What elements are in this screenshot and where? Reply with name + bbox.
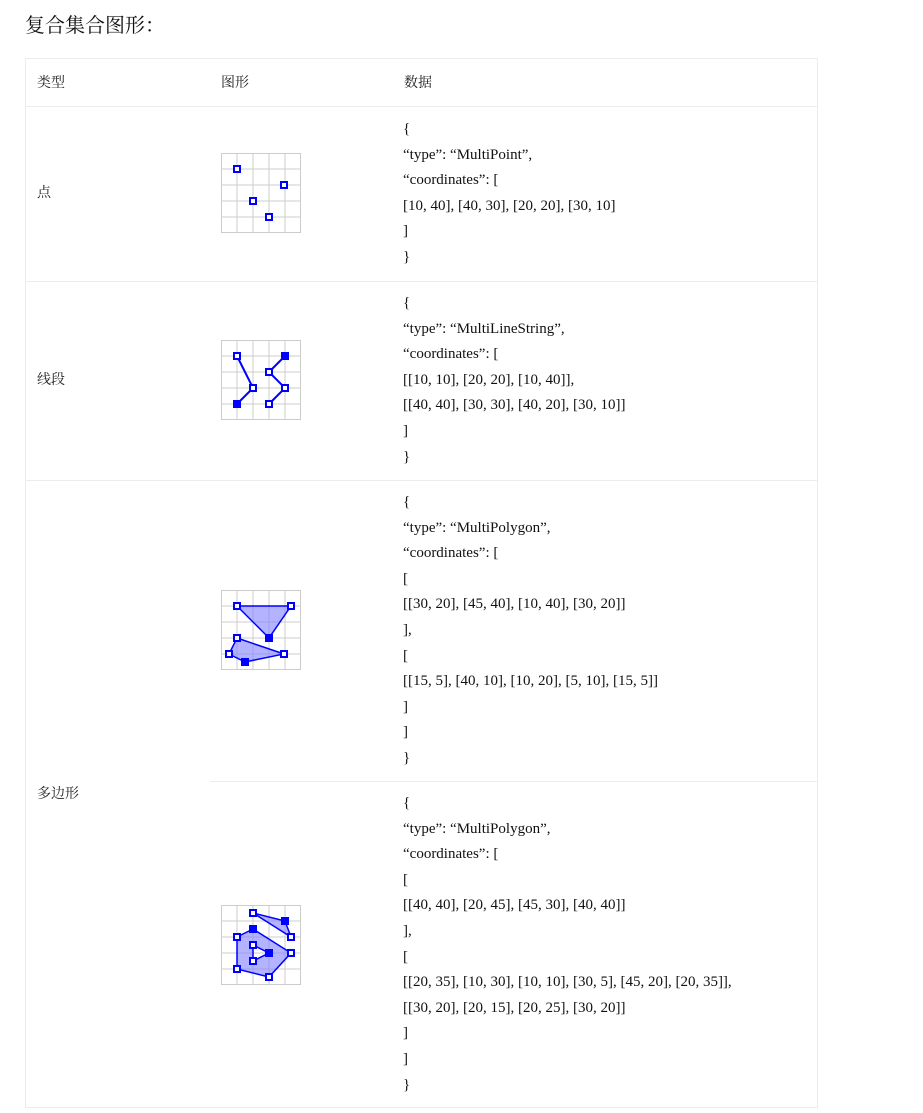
json-line: ] <box>403 698 408 715</box>
json-line: “type”: “MultiPolygon”, <box>403 519 551 536</box>
vertex-marker <box>250 942 256 948</box>
page-title: 复合集合图形： <box>25 13 165 37</box>
json-line: ] <box>403 1050 408 1067</box>
json-line: [[40, 40], [20, 45], [45, 30], [40, 40]] <box>403 897 626 914</box>
json-line: } <box>403 248 411 265</box>
line-string <box>237 356 253 404</box>
vertex-marker <box>282 385 288 391</box>
json-line: [[15, 5], [40, 10], [10, 20], [5, 10], [15, 5]] <box>403 673 658 690</box>
json-line: ] <box>403 422 408 439</box>
vertex-marker <box>266 369 272 375</box>
line-string <box>269 356 285 404</box>
json-line: [ <box>403 871 408 888</box>
vertex-marker <box>266 635 272 641</box>
vertex-marker <box>266 974 272 980</box>
row-divider <box>26 281 817 282</box>
multipoint-figure <box>221 153 301 233</box>
vertex-marker <box>234 635 240 641</box>
point-marker <box>281 182 287 188</box>
type-cell-linestring: 线段 <box>37 372 65 388</box>
vertex-marker <box>226 651 232 657</box>
point-marker <box>234 166 240 172</box>
vertex-marker <box>242 659 248 665</box>
point-marker <box>266 214 272 220</box>
row-divider <box>210 781 817 782</box>
row-divider <box>26 106 817 107</box>
header-data: 数据 <box>404 75 432 91</box>
json-line: ] <box>403 724 408 741</box>
json-line: [[30, 20], [20, 15], [20, 25], [30, 20]] <box>403 999 626 1016</box>
header-type: 类型 <box>37 75 65 91</box>
vertex-marker <box>250 385 256 391</box>
json-line: “coordinates”: [ <box>403 346 499 363</box>
type-cell-point: 点 <box>37 185 51 201</box>
multipolygon-figure-1 <box>221 590 301 670</box>
vertex-marker <box>288 950 294 956</box>
vertex-marker <box>234 603 240 609</box>
json-line: ] <box>403 223 408 240</box>
json-line: ], <box>403 922 412 939</box>
vertex-marker <box>234 353 240 359</box>
vertex-marker <box>288 603 294 609</box>
json-line: { <box>403 121 411 137</box>
data-cell-polygon-2 <box>403 791 732 1098</box>
json-line: [[40, 40], [30, 30], [40, 20], [30, 10]] <box>403 397 626 414</box>
vertex-marker <box>250 910 256 916</box>
json-line: [ <box>403 647 408 664</box>
vertex-marker <box>234 401 240 407</box>
json-line: [ <box>403 948 408 965</box>
geometry-table <box>25 58 818 1108</box>
vertex-marker <box>266 401 272 407</box>
json-line: { <box>403 795 411 811</box>
json-line: “type”: “MultiLineString”, <box>403 320 565 337</box>
vertex-marker <box>266 950 272 956</box>
json-line: [[30, 20], [45, 40], [10, 40], [30, 20]] <box>403 596 626 613</box>
header-shape: 图形 <box>221 75 249 91</box>
vertex-marker <box>281 651 287 657</box>
json-line: “type”: “MultiPolygon”, <box>403 820 551 837</box>
json-line: } <box>403 1076 411 1093</box>
json-line: [10, 40], [40, 30], [20, 20], [30, 10] <box>403 197 616 214</box>
vertex-marker <box>282 353 288 359</box>
vertex-marker <box>288 934 294 940</box>
vertex-marker <box>250 958 256 964</box>
json-line: “coordinates”: [ <box>403 172 499 189</box>
json-line: { <box>403 494 411 510</box>
json-line: ], <box>403 621 412 638</box>
data-cell-polygon-1 <box>403 490 658 772</box>
type-cell-polygon: 多边形 <box>37 786 79 802</box>
json-line: } <box>403 749 411 766</box>
point-marker <box>250 198 256 204</box>
json-line: [ <box>403 570 408 587</box>
vertex-marker <box>234 934 240 940</box>
json-line: [[20, 35], [10, 30], [10, 10], [30, 5], [45, 20], [20, 35]], <box>403 974 732 991</box>
multilinestring-figure <box>221 340 301 420</box>
json-line: ] <box>403 1025 408 1042</box>
json-line: } <box>403 448 411 465</box>
json-line: [[10, 10], [20, 20], [10, 40]], <box>403 371 575 388</box>
vertex-marker <box>250 926 256 932</box>
data-cell-linestring <box>403 291 625 470</box>
row-divider <box>26 480 817 481</box>
vertex-marker <box>282 918 288 924</box>
data-cell-point <box>403 117 615 271</box>
json-line: “coordinates”: [ <box>403 846 499 863</box>
json-line: { <box>403 295 411 311</box>
vertex-marker <box>234 966 240 972</box>
json-line: “type”: “MultiPoint”, <box>403 146 533 163</box>
json-line: “coordinates”: [ <box>403 545 499 562</box>
multipolygon-figure-2 <box>221 905 301 985</box>
